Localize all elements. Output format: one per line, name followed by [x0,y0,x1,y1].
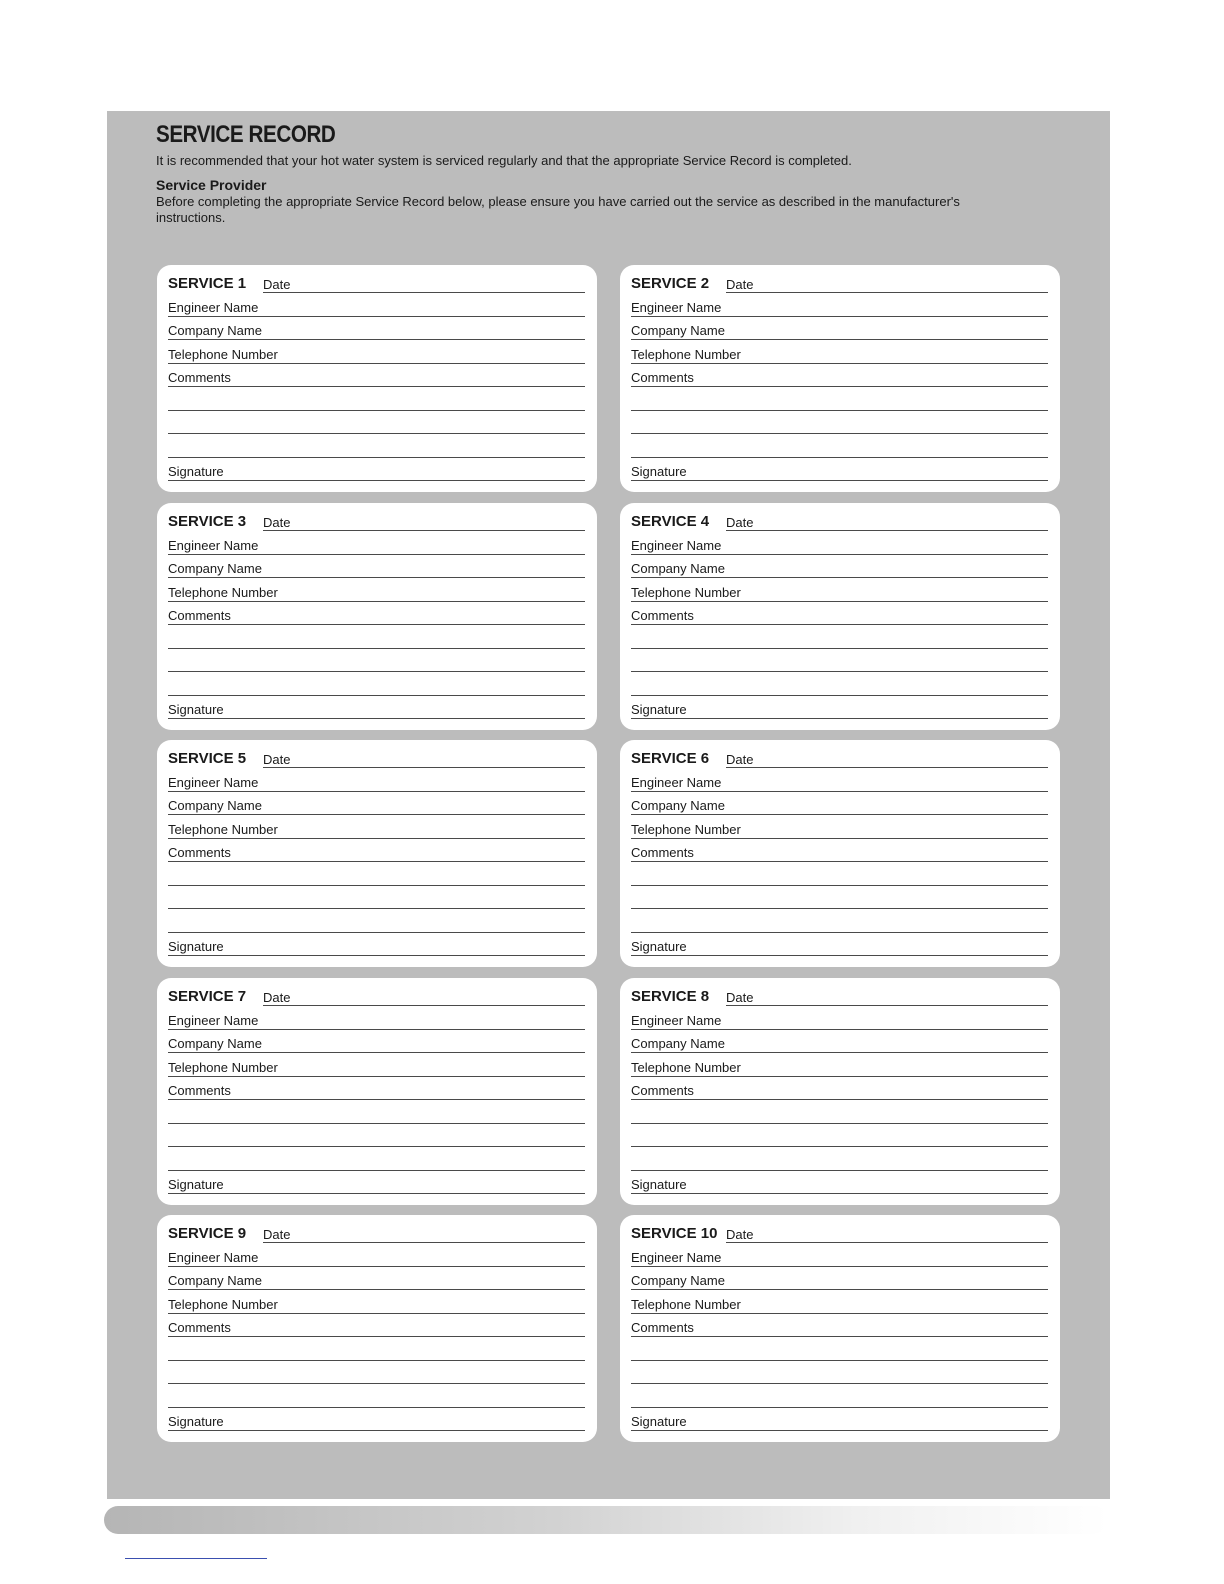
signature-label: Signature [631,702,687,717]
service-number: SERVICE 6 [631,750,710,767]
engineer-name-field[interactable] [631,770,1048,792]
telephone-number-label: Telephone Number [168,347,278,362]
comments-line[interactable] [168,887,585,909]
comments-field[interactable] [168,840,585,862]
date-label: Date [263,515,291,530]
signature-label: Signature [631,939,687,954]
company-name-field[interactable] [168,556,585,578]
service-card [157,978,597,1205]
engineer-name-label: Engineer Name [631,1250,722,1265]
telephone-number-field[interactable] [168,342,585,364]
company-name-label: Company Name [631,561,725,576]
comments-label: Comments [168,608,231,623]
comments-line[interactable] [631,627,1048,649]
comments-label: Comments [168,1083,231,1098]
signature-label: Signature [631,464,687,479]
signature-field[interactable] [631,697,1048,719]
company-name-label: Company Name [168,1036,262,1051]
company-name-label: Company Name [168,1273,262,1288]
engineer-name-field[interactable] [168,1245,585,1267]
engineer-name-label: Engineer Name [168,775,259,790]
comments-field[interactable] [631,840,1048,862]
engineer-name-label: Engineer Name [168,1013,259,1028]
telephone-number-field[interactable] [168,580,585,602]
comments-line[interactable] [631,911,1048,933]
company-name-label: Company Name [168,323,262,338]
engineer-name-label: Engineer Name [168,300,259,315]
signature-label: Signature [168,702,224,717]
comments-field[interactable] [631,603,1048,625]
comments-field[interactable] [631,365,1048,387]
comments-line[interactable] [168,436,585,458]
comments-line[interactable] [168,1339,585,1361]
date-label: Date [726,1227,754,1242]
engineer-name-field[interactable] [168,295,585,317]
comments-line[interactable] [168,627,585,649]
telephone-number-label: Telephone Number [631,585,741,600]
intro-text: It is recommended that your hot water system is serviced regularly and that the appropriate Service Record is completed. [156,153,852,168]
comments-line[interactable] [631,1339,1048,1361]
signature-label: Signature [168,939,224,954]
signature-label: Signature [168,1177,224,1192]
company-name-field[interactable] [168,793,585,815]
service-date-row [168,746,585,768]
service-date-row [631,984,1048,1006]
telephone-number-field[interactable] [631,1292,1048,1314]
date-field[interactable] [263,1242,585,1243]
company-name-field[interactable] [631,318,1048,340]
service-date-row [168,984,585,1006]
service-number: SERVICE 4 [631,513,710,530]
engineer-name-field[interactable] [631,1245,1048,1267]
signature-label: Signature [631,1177,687,1192]
company-name-label: Company Name [168,798,262,813]
comments-line[interactable] [631,1386,1048,1408]
company-name-field[interactable] [168,318,585,340]
date-label: Date [263,277,291,292]
comments-line[interactable] [631,650,1048,672]
date-field[interactable] [263,767,585,768]
signature-field[interactable] [631,934,1048,956]
page-title: SERVICE RECORD [156,121,336,148]
comments-field[interactable] [631,1315,1048,1337]
comments-field[interactable] [168,603,585,625]
comments-line[interactable] [631,674,1048,696]
comments-line[interactable] [168,1149,585,1171]
signature-field[interactable] [168,1172,585,1194]
service-date-row [168,509,585,531]
service-provider-heading: Service Provider [156,177,267,193]
telephone-number-label: Telephone Number [168,585,278,600]
company-name-label: Company Name [631,1273,725,1288]
telephone-number-field[interactable] [168,1055,585,1077]
company-name-label: Company Name [168,561,262,576]
company-name-label: Company Name [631,323,725,338]
comments-line[interactable] [168,650,585,672]
comments-line[interactable] [631,389,1048,411]
comments-field[interactable] [168,1078,585,1100]
comments-line[interactable] [168,674,585,696]
telephone-number-field[interactable] [631,817,1048,839]
signature-field[interactable] [631,459,1048,481]
service-number: SERVICE 9 [168,1225,247,1242]
engineer-name-field[interactable] [168,533,585,555]
date-label: Date [263,990,291,1005]
date-field[interactable] [263,292,585,293]
comments-field[interactable] [631,1078,1048,1100]
telephone-number-field[interactable] [631,342,1048,364]
telephone-number-field[interactable] [631,1055,1048,1077]
engineer-name-label: Engineer Name [631,775,722,790]
signature-field[interactable] [168,934,585,956]
service-card [157,503,597,730]
signature-field[interactable] [631,1172,1048,1194]
signature-label: Signature [631,1414,687,1429]
footer-bar [104,1506,1108,1534]
service-number: SERVICE 5 [168,750,247,767]
comments-line[interactable] [631,1362,1048,1384]
date-field[interactable] [263,530,585,531]
date-field[interactable] [726,292,1048,293]
comments-line[interactable] [168,864,585,886]
comments-label: Comments [631,845,694,860]
signature-field[interactable] [168,1409,585,1431]
date-label: Date [726,515,754,530]
comments-label: Comments [631,370,694,385]
telephone-number-label: Telephone Number [631,822,741,837]
service-provider-text: Before completing the appropriate Service Record below, please ensure you have carried out the service as described in the manufacturer's instructions. [156,194,960,225]
engineer-name-label: Engineer Name [168,538,259,553]
telephone-number-label: Telephone Number [168,1297,278,1312]
date-field[interactable] [726,1242,1048,1243]
comments-line[interactable] [168,412,585,434]
engineer-name-label: Engineer Name [631,538,722,553]
service-card [620,978,1060,1205]
comments-line[interactable] [631,436,1048,458]
comments-label: Comments [631,1320,694,1335]
comments-label: Comments [631,608,694,623]
date-label: Date [726,752,754,767]
comments-line[interactable] [168,911,585,933]
comments-label: Comments [168,1320,231,1335]
service-date-row [631,1221,1048,1243]
company-name-label: Company Name [631,798,725,813]
service-date-row [168,1221,585,1243]
service-card [620,740,1060,967]
comments-line[interactable] [631,887,1048,909]
service-card [157,740,597,967]
signature-field[interactable] [631,1409,1048,1431]
comments-label: Comments [168,845,231,860]
comments-label: Comments [631,1083,694,1098]
date-field[interactable] [263,1005,585,1006]
service-number: SERVICE 10 [631,1225,718,1242]
service-number: SERVICE 2 [631,275,710,292]
service-card [157,265,597,492]
signature-label: Signature [168,1414,224,1429]
date-label: Date [726,277,754,292]
telephone-number-label: Telephone Number [168,1060,278,1075]
signature-field[interactable] [168,697,585,719]
comments-line[interactable] [631,1102,1048,1124]
engineer-name-field[interactable] [168,770,585,792]
date-field[interactable] [726,530,1048,531]
telephone-number-label: Telephone Number [168,822,278,837]
company-name-field[interactable] [168,1031,585,1053]
comments-line[interactable] [631,1149,1048,1171]
comments-line[interactable] [168,389,585,411]
comments-line[interactable] [631,412,1048,434]
date-field[interactable] [726,1005,1048,1006]
telephone-number-field[interactable] [168,817,585,839]
engineer-name-field[interactable] [631,295,1048,317]
date-label: Date [263,752,291,767]
comments-line[interactable] [631,1125,1048,1147]
service-card [157,1215,597,1442]
comments-label: Comments [168,370,231,385]
comments-field[interactable] [168,365,585,387]
comments-line[interactable] [168,1102,585,1124]
service-card [620,1215,1060,1442]
engineer-name-field[interactable] [631,1008,1048,1030]
company-name-label: Company Name [631,1036,725,1051]
service-date-row [631,509,1048,531]
date-label: Date [726,990,754,1005]
engineer-name-label: Engineer Name [631,300,722,315]
engineer-name-field[interactable] [168,1008,585,1030]
company-name-field[interactable] [631,1268,1048,1290]
telephone-number-field[interactable] [631,580,1048,602]
company-name-field[interactable] [631,556,1048,578]
company-name-field[interactable] [168,1268,585,1290]
signature-field[interactable] [168,459,585,481]
service-number: SERVICE 8 [631,988,710,1005]
comments-line[interactable] [631,864,1048,886]
engineer-name-label: Engineer Name [631,1013,722,1028]
telephone-number-label: Telephone Number [631,347,741,362]
telephone-number-field[interactable] [168,1292,585,1314]
footer-link-underline [125,1558,267,1559]
company-name-field[interactable] [631,1031,1048,1053]
telephone-number-label: Telephone Number [631,1060,741,1075]
comments-field[interactable] [168,1315,585,1337]
service-card [620,503,1060,730]
company-name-field[interactable] [631,793,1048,815]
service-card [620,265,1060,492]
comments-line[interactable] [168,1125,585,1147]
service-number: SERVICE 7 [168,988,247,1005]
comments-line[interactable] [168,1386,585,1408]
engineer-name-label: Engineer Name [168,1250,259,1265]
signature-label: Signature [168,464,224,479]
date-label: Date [263,1227,291,1242]
service-date-row [168,271,585,293]
engineer-name-field[interactable] [631,533,1048,555]
service-number: SERVICE 1 [168,275,247,292]
service-date-row [631,746,1048,768]
comments-line[interactable] [168,1362,585,1384]
date-field[interactable] [726,767,1048,768]
service-date-row [631,271,1048,293]
service-number: SERVICE 3 [168,513,247,530]
telephone-number-label: Telephone Number [631,1297,741,1312]
